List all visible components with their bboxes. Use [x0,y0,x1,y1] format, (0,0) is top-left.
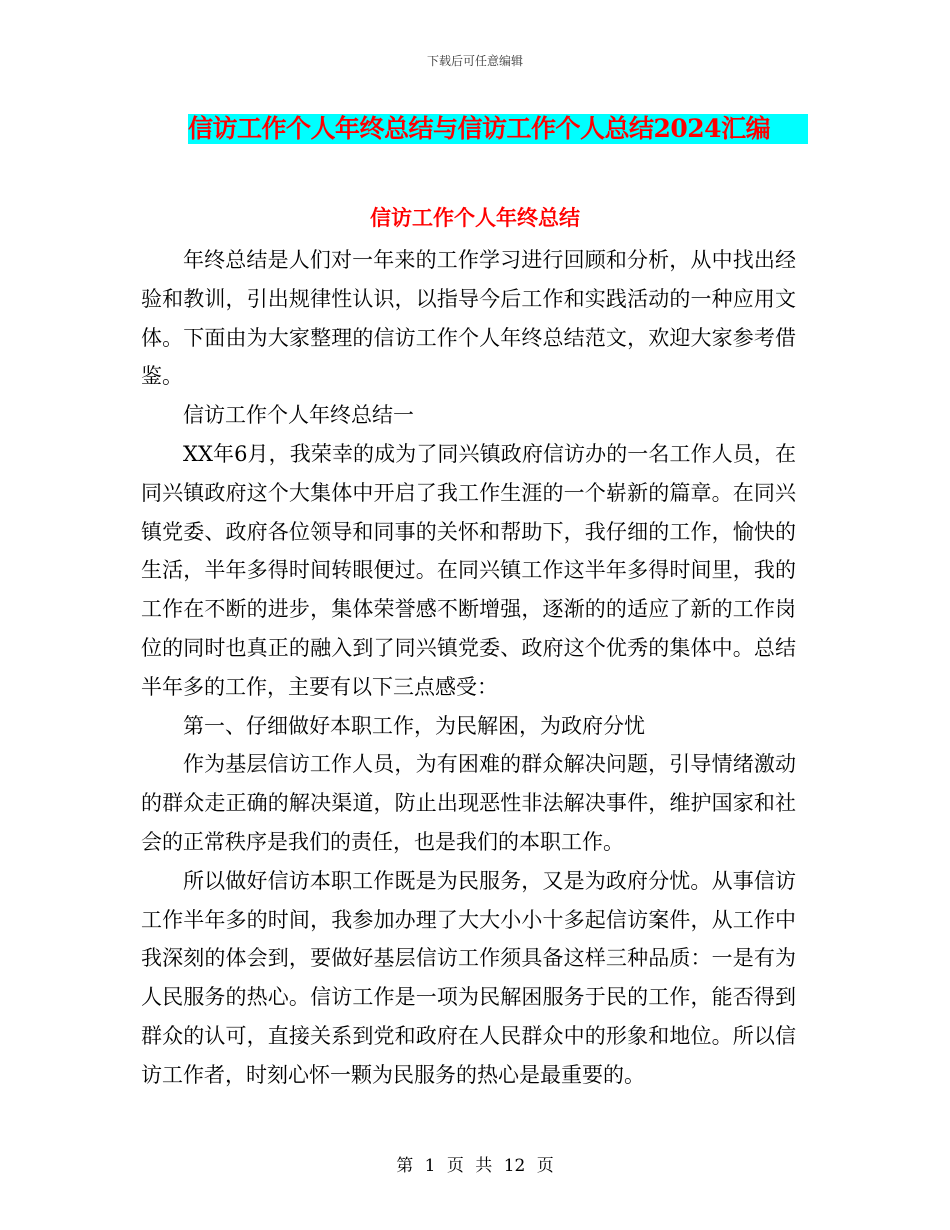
document-body [141,241,796,1095]
page-number-footer: 第 1 页 共 12 页 [396,1156,554,1176]
document-title-container [188,114,808,144]
paragraph-subtitle: 信访工作个人年终总结一 [183,403,414,428]
paragraph-body: XX年6月，我荣幸的成为了同兴镇政府信访办的一名工作人员，在同兴镇政府这个大集体中开启了我工作生涯的一个崭新的篇章。在同兴镇党委、政府各位领导和同事的关怀和帮助下，我仔细的工作，愉快的生活，半年多得时间转眼便过。在同兴镇工作这半年多得时间里，我的工作在不断的进步，集体荣誉感不断增强，逐渐的的适应了新的工作岗位的同时也真正的融入到了同兴镇党委、政府这个优秀的集体中。总结半年多的工作，主要有以下三点感受： [141,441,796,699]
section-title: 信访工作个人年终总结 [370,205,580,230]
page-header-note: 下载后可任意编辑 [426,54,523,68]
paragraph-intro: 年终总结是人们对一年来的工作学习进行回顾和分析，从中找出经验和教训，引出规律性认识，以指导今后工作和实践活动的一种应用文体。下面由为大家整理的信访工作个人年终总结范文，欢迎大家参考借鉴。 [141,248,796,389]
paragraph-body: 作为基层信访工作人员，为有困难的群众解决问题，引导情绪激动的群众走正确的解决渠道，防止出现恶性非法解决事件，维护国家和社会的正常秩序是我们的责任，也是我们的本职工作。 [141,752,796,854]
document-title: 信访工作个人年终总结与信访工作个人总结2024汇编 [188,114,808,144]
paragraph-body: 所以做好信访本职工作既是为民服务，又是为政府分忧。从事信访工作半年多的时间，我参加办理了大大小小十多起信访案件，从工作中我深刻的体会到，要做好基层信访工作须具备这样三种品质：一是有为人民服务的热心。信访工作是一项为民解困服务于民的工作，能否得到群众的认可，直接关系到党和政府在人民群众中的形象和地位。所以信访工作者，时刻心怀一颗为民服务的热心是最重要的。 [141,868,796,1087]
paragraph-heading-first: 第一、仔细做好本职工作，为民解困，为政府分忧 [183,713,645,738]
